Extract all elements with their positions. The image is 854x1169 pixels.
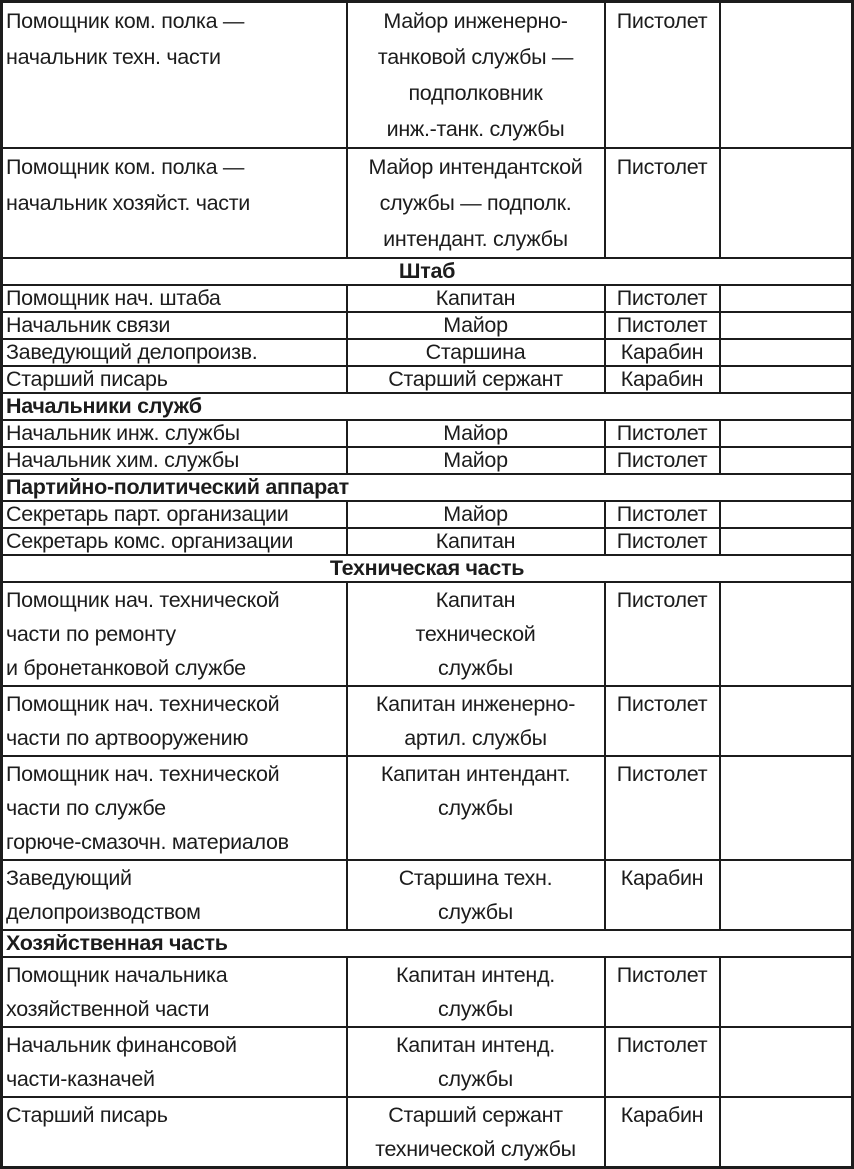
text-line: Старший сержант bbox=[388, 367, 563, 391]
rank-cell bbox=[347, 366, 605, 393]
rank-cell bbox=[347, 686, 605, 756]
text-line: части по артвооружению bbox=[6, 726, 249, 750]
text-line: и бронетанковой службе bbox=[6, 656, 246, 680]
text-line: Помощник нач. технической bbox=[6, 762, 280, 786]
table-row bbox=[2, 501, 853, 528]
weapon-cell: Карабин bbox=[605, 339, 720, 366]
text-line: Начальник связи bbox=[6, 313, 171, 337]
rank-cell bbox=[347, 756, 605, 860]
text-line: Помощник нач. технической bbox=[6, 588, 280, 612]
position-cell bbox=[2, 1097, 347, 1168]
weapon-cell: Пистолет bbox=[605, 1027, 720, 1097]
text-line: Майор bbox=[443, 313, 508, 337]
section-row bbox=[2, 258, 853, 285]
weapon-cell: Пистолет bbox=[605, 686, 720, 756]
table-row bbox=[2, 339, 853, 366]
section-title: Начальники служб bbox=[2, 393, 853, 420]
rank-cell bbox=[347, 1097, 605, 1168]
section-row bbox=[2, 474, 853, 501]
section-row bbox=[2, 930, 853, 957]
table-row bbox=[2, 528, 853, 555]
notes-cell bbox=[720, 312, 853, 339]
text-line: танковой службы — bbox=[377, 45, 574, 69]
notes-cell bbox=[720, 528, 853, 555]
text-line: Помощник нач. технической bbox=[6, 692, 280, 716]
section-title: Хозяйственная часть bbox=[2, 930, 853, 957]
table-row bbox=[2, 420, 853, 447]
text-line: части-казначей bbox=[6, 1067, 155, 1091]
section-title: Партийно-политический аппарат bbox=[2, 474, 853, 501]
section-title: Техническая часть bbox=[2, 555, 853, 582]
position-cell bbox=[2, 501, 347, 528]
section-row bbox=[2, 393, 853, 420]
notes-cell bbox=[720, 420, 853, 447]
section-title: Штаб bbox=[2, 258, 853, 285]
text-line: инж.-танк. службы bbox=[386, 117, 565, 141]
notes-cell bbox=[720, 860, 853, 930]
weapon-cell: Пистолет bbox=[605, 447, 720, 474]
section-row bbox=[2, 555, 853, 582]
text-line: Помощник нач. штаба bbox=[6, 286, 221, 310]
text-line: начальник хозяйст. части bbox=[6, 191, 250, 215]
table-row bbox=[2, 447, 853, 474]
notes-cell bbox=[720, 582, 853, 686]
text-line: Начальник инж. службы bbox=[6, 421, 240, 445]
notes-cell bbox=[720, 366, 853, 393]
rank-cell bbox=[347, 339, 605, 366]
weapon-cell: Пистолет bbox=[605, 528, 720, 555]
text-line: службы bbox=[438, 1067, 513, 1091]
notes-cell bbox=[720, 1097, 853, 1168]
weapon-cell: Пистолет bbox=[605, 312, 720, 339]
rank-cell bbox=[347, 582, 605, 686]
rank-cell bbox=[347, 2, 605, 149]
weapon-cell: Пистолет bbox=[605, 420, 720, 447]
text-line: Помощник ком. полка — bbox=[6, 9, 245, 33]
position-cell bbox=[2, 582, 347, 686]
rank-cell bbox=[347, 285, 605, 312]
weapon-cell: Пистолет bbox=[605, 2, 720, 149]
position-cell bbox=[2, 366, 347, 393]
position-cell bbox=[2, 447, 347, 474]
text-line: части по службе bbox=[6, 796, 166, 820]
text-line: Капитан интенд. bbox=[396, 1033, 555, 1057]
position-cell bbox=[2, 1027, 347, 1097]
text-line: Майор bbox=[443, 421, 508, 445]
notes-cell bbox=[720, 285, 853, 312]
table-row bbox=[2, 756, 853, 860]
rank-cell bbox=[347, 447, 605, 474]
text-line: технической bbox=[415, 622, 536, 646]
text-line: Секретарь комс. организации bbox=[6, 529, 294, 553]
text-line: Капитан инженерно- bbox=[375, 692, 576, 716]
text-line: подполковник bbox=[408, 81, 543, 105]
position-cell bbox=[2, 756, 347, 860]
position-cell bbox=[2, 420, 347, 447]
text-line: артил. службы bbox=[404, 726, 547, 750]
position-cell bbox=[2, 2, 347, 149]
text-line: Секретарь парт. организации bbox=[6, 502, 289, 526]
notes-cell bbox=[720, 1027, 853, 1097]
notes-cell bbox=[720, 447, 853, 474]
rank-cell bbox=[347, 501, 605, 528]
text-line: Капитан интенд. bbox=[396, 963, 555, 987]
text-line: службы bbox=[438, 997, 513, 1021]
text-line: Капитан bbox=[435, 529, 516, 553]
text-line: Помощник ком. полка — bbox=[6, 155, 245, 179]
weapon-cell: Карабин bbox=[605, 860, 720, 930]
weapon-cell: Пистолет bbox=[605, 501, 720, 528]
text-line: технической службы bbox=[375, 1137, 576, 1161]
rank-cell bbox=[347, 957, 605, 1027]
text-line: хозяйственной части bbox=[6, 997, 210, 1021]
text-line: службы bbox=[438, 796, 513, 820]
rank-cell bbox=[347, 420, 605, 447]
position-cell bbox=[2, 339, 347, 366]
position-cell bbox=[2, 285, 347, 312]
weapon-cell: Карабин bbox=[605, 1097, 720, 1168]
text-line: Майор интендантской bbox=[368, 155, 583, 179]
text-line: Капитан bbox=[435, 588, 516, 612]
rank-cell bbox=[347, 1027, 605, 1097]
position-cell bbox=[2, 148, 347, 258]
text-line: Старший писарь bbox=[6, 1103, 168, 1127]
rank-cell bbox=[347, 860, 605, 930]
text-line: части по ремонту bbox=[6, 622, 176, 646]
text-line: Заведующий bbox=[6, 866, 132, 890]
table-row bbox=[2, 148, 853, 258]
table-row bbox=[2, 860, 853, 930]
table-row bbox=[2, 366, 853, 393]
text-line: Начальник хим. службы bbox=[6, 448, 240, 472]
notes-cell bbox=[720, 686, 853, 756]
text-line: начальник техн. части bbox=[6, 45, 221, 69]
position-cell bbox=[2, 686, 347, 756]
position-cell bbox=[2, 528, 347, 555]
text-line: Начальник финансовой bbox=[6, 1033, 237, 1057]
weapon-cell: Карабин bbox=[605, 366, 720, 393]
rank-cell bbox=[347, 528, 605, 555]
notes-cell bbox=[720, 2, 853, 149]
text-line: Майор bbox=[443, 448, 508, 472]
notes-cell bbox=[720, 148, 853, 258]
text-line: Старшина техн. bbox=[398, 866, 553, 890]
table-row bbox=[2, 582, 853, 686]
rank-cell bbox=[347, 148, 605, 258]
table-row bbox=[2, 312, 853, 339]
text-line: службы bbox=[438, 900, 513, 924]
text-line: Помощник начальника bbox=[6, 963, 228, 987]
text-line: делопроизводством bbox=[6, 900, 201, 924]
text-line: горюче-смазочн. материалов bbox=[6, 830, 289, 854]
weapon-cell: Пистолет bbox=[605, 148, 720, 258]
table-row bbox=[2, 285, 853, 312]
text-line: Старший писарь bbox=[6, 367, 168, 391]
table-row bbox=[2, 957, 853, 1027]
text-line: Капитан интендант. bbox=[380, 762, 571, 786]
table-row bbox=[2, 686, 853, 756]
staff-table-body bbox=[2, 2, 853, 1168]
weapon-cell: Пистолет bbox=[605, 285, 720, 312]
table-row bbox=[2, 1027, 853, 1097]
text-line: службы bbox=[438, 656, 513, 680]
position-cell bbox=[2, 860, 347, 930]
text-line: Старшина bbox=[425, 340, 526, 364]
rank-cell bbox=[347, 312, 605, 339]
text-line: Заведующий делопроизв. bbox=[6, 340, 258, 364]
notes-cell bbox=[720, 957, 853, 1027]
text-line: интендант. службы bbox=[383, 227, 568, 251]
notes-cell bbox=[720, 756, 853, 860]
weapon-cell: Пистолет bbox=[605, 756, 720, 860]
text-line: Старший сержант bbox=[388, 1103, 563, 1127]
weapon-cell: Пистолет bbox=[605, 582, 720, 686]
notes-cell bbox=[720, 501, 853, 528]
table-row bbox=[2, 2, 853, 149]
text-line: службы — подполк. bbox=[379, 191, 572, 215]
position-cell bbox=[2, 957, 347, 1027]
table-row bbox=[2, 1097, 853, 1168]
notes-cell bbox=[720, 339, 853, 366]
weapon-cell: Пистолет bbox=[605, 957, 720, 1027]
text-line: Майор инженерно- bbox=[383, 9, 568, 33]
text-line: Майор bbox=[443, 502, 508, 526]
position-cell bbox=[2, 312, 347, 339]
text-line: Капитан bbox=[435, 286, 516, 310]
